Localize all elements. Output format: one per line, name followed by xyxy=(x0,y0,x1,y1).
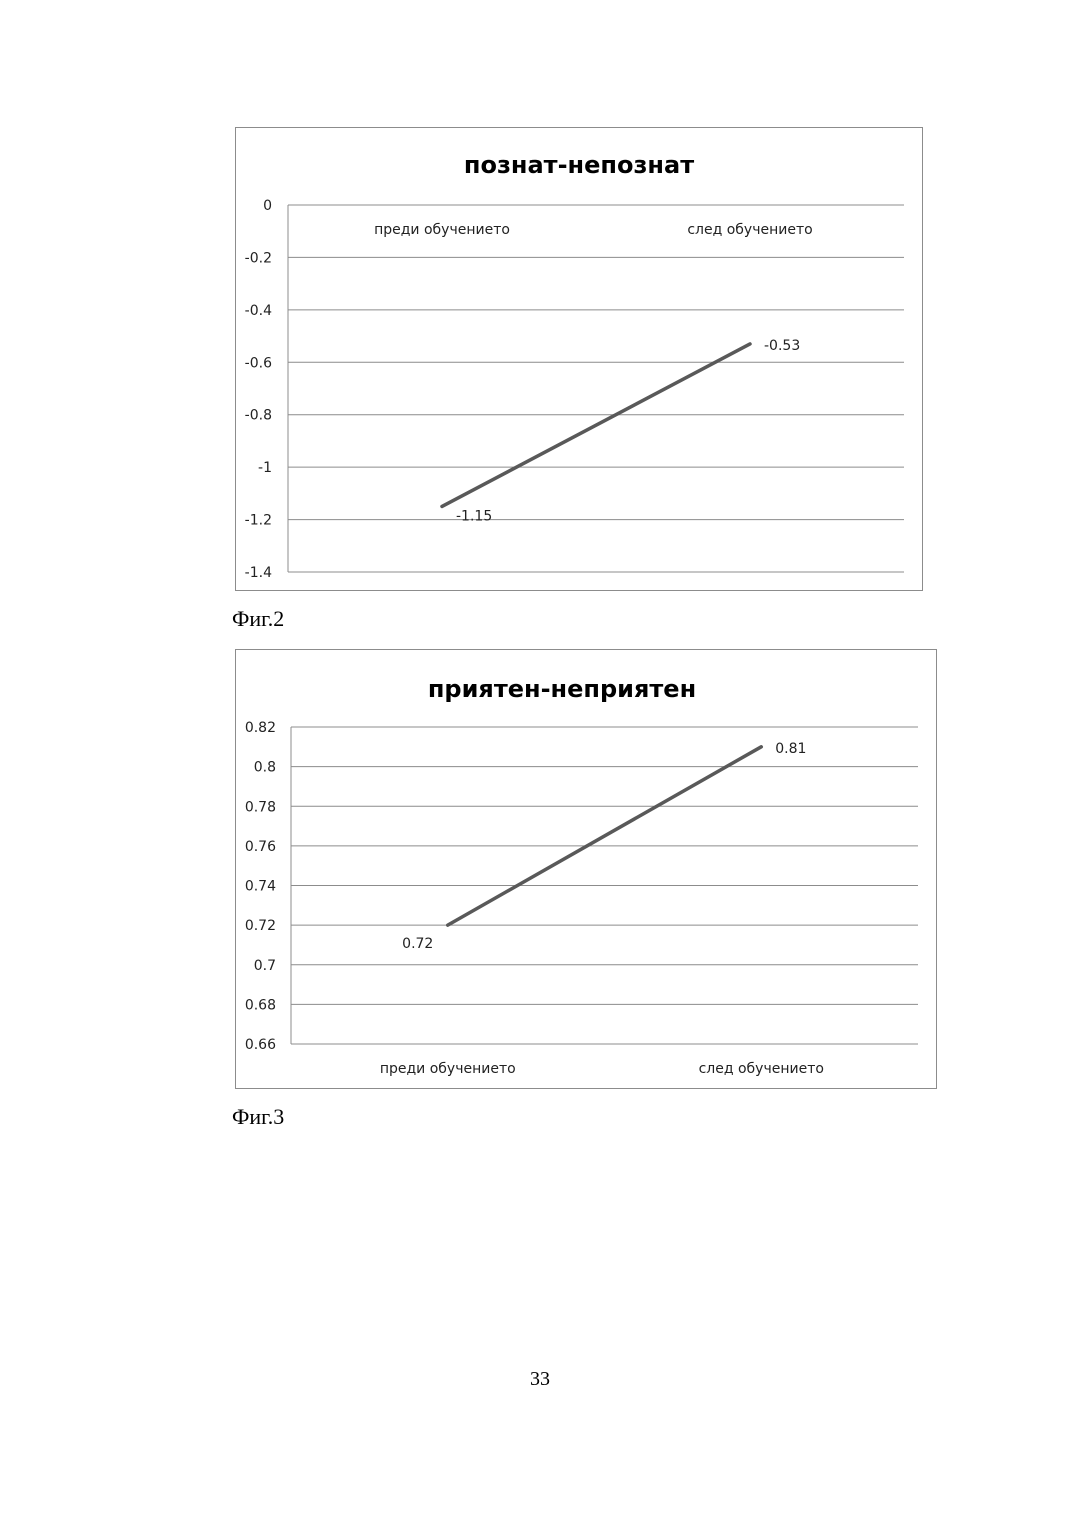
y-tick-label: 0.82 xyxy=(244,720,276,736)
y-tick-label: -1.2 xyxy=(244,512,272,529)
y-tick-label: -0.8 xyxy=(244,407,272,424)
data-label: -1.15 xyxy=(456,508,493,525)
y-tick-label: 0.7 xyxy=(253,957,276,974)
chart-priyaten-nepriyaten xyxy=(235,649,937,1089)
figure-caption-2: Фиг.2 xyxy=(232,606,285,631)
y-tick-label: -0.6 xyxy=(244,355,272,372)
figure-caption-3: Фиг.3 xyxy=(232,1104,285,1129)
x-category-label: след обучението xyxy=(698,1061,824,1077)
y-tick-label: -0.4 xyxy=(244,302,272,319)
chart-svg xyxy=(236,128,924,592)
chart-svg xyxy=(236,650,938,1090)
x-category-label: преди обучението xyxy=(374,222,510,238)
page-number: 33 xyxy=(530,1368,550,1390)
y-tick-label: 0.76 xyxy=(244,838,276,855)
data-label: 0.81 xyxy=(775,740,807,757)
series-line xyxy=(448,747,762,925)
data-label: 0.72 xyxy=(402,936,434,953)
y-tick-label: 0.66 xyxy=(244,1037,276,1053)
y-tick-label: 0 xyxy=(263,198,272,214)
y-tick-label: -1.4 xyxy=(244,565,272,581)
chart-title: приятен-неприятен xyxy=(427,675,697,703)
y-tick-label: 0.8 xyxy=(253,759,276,776)
series-line xyxy=(442,344,750,507)
chart-poznat-nepoznat xyxy=(235,127,923,591)
y-tick-label: 0.78 xyxy=(244,799,276,816)
chart-title: познат-непознат xyxy=(463,151,695,179)
x-category-label: след обучението xyxy=(687,222,813,238)
y-tick-label: 0.68 xyxy=(244,997,276,1014)
y-tick-label: -1 xyxy=(258,460,272,477)
x-category-label: преди обучението xyxy=(379,1061,516,1077)
data-label: -0.53 xyxy=(764,337,801,354)
y-tick-label: -0.2 xyxy=(244,250,272,267)
y-tick-label: 0.74 xyxy=(244,878,276,895)
y-tick-label: 0.72 xyxy=(244,918,276,935)
